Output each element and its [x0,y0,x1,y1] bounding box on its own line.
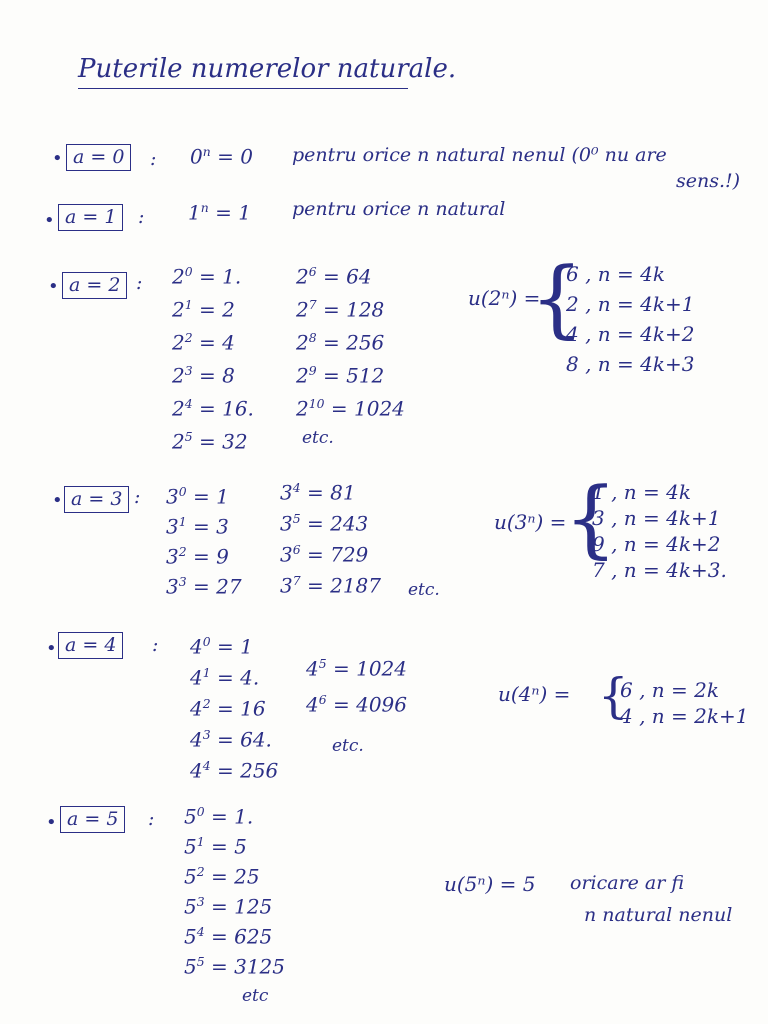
bullet-dot: • [52,490,63,511]
power-line: $4^0 = 1$ [190,634,253,659]
bullet-dot: • [44,210,55,231]
power-line: $5^3 = 125$ [184,894,273,919]
brace: { [564,469,618,567]
power-line: $2^4 = 16$. [172,396,254,421]
power-line: $3^6 = 729$ [280,542,369,567]
note-a1: pentru orice n natural [292,198,506,220]
units-case: 6 , n = 4k [566,262,665,286]
power-line: $2^0 = 1$. [172,264,242,289]
colon: : [152,634,159,656]
case-box-a0: a = 0 [66,144,131,171]
power-line: $3^7 = 2187$ [280,573,381,598]
etc-a5: etc [242,986,269,1006]
power-line: $3^5 = 243$ [280,511,369,536]
power-line: $2^2 = 4$ [172,330,235,355]
power-line: $2^1 = 2$ [172,297,235,322]
power-line: $4^2 = 16$ [190,696,266,721]
power-line: $5^0 = 1$. [184,804,254,829]
power-line: $2^3 = 8$ [172,363,235,388]
bullet-dot: • [48,276,59,297]
power-line: $5^4 = 625$ [184,924,273,949]
power-line: $2^9 = 512$ [296,363,385,388]
units-case: 4 , n = 4k+2 [566,322,695,346]
units-case: 7 , n = 4k+3. [592,558,727,582]
power-line: $5^1 = 5$ [184,834,247,859]
case-box-a2: a = 2 [62,272,127,299]
power-line: $3^4 = 81$ [280,480,356,505]
units-case: 4 , n = 2k+1 [620,704,749,728]
units-case: 1 , n = 4k [592,480,691,504]
etc-a3: etc. [408,580,440,600]
bullet-dot: • [52,148,63,169]
etc-a4: etc. [332,736,364,756]
case-box-a5: a = 5 [60,806,125,833]
power-line: $4^6 = 4096$ [306,692,407,717]
power-line: $5^2 = 25$ [184,864,260,889]
note-a0-line2: sens.!) [676,170,741,192]
units-case: 3 , n = 4k+1 [592,506,721,530]
units-case: 8 , n = 4k+3 [566,352,695,376]
units-label-a2: u(2ⁿ) = [468,286,541,310]
brace: { [598,668,629,724]
bullet-dot: • [46,638,57,659]
power-line: $2^5 = 32$ [172,429,248,454]
units-label-a5: u(5ⁿ) = 5 [444,872,536,896]
units-label-a4: u(4ⁿ) = [498,682,571,706]
bullet-dot: • [46,812,57,833]
power-line: $5^5 = 3125$ [184,954,285,979]
units-case: 9 , n = 4k+2 [592,532,721,556]
power-a0: 0$^n$ = 0 [190,144,253,169]
power-line: $2^8 = 256$ [296,330,385,355]
power-line: $3^2 = 9$ [166,544,229,569]
brace: { [530,249,584,347]
case-box-a1: a = 1 [58,204,123,231]
power-line: $2^6 = 64$ [296,264,372,289]
power-line: $3^3 = 27$ [166,574,242,599]
power-line: $4^3 = 64$. [190,727,272,752]
power-line: $4^4 = 256$ [190,758,279,783]
note-a0-line1: pentru orice n natural nenul (0⁰ nu are [292,144,667,166]
power-line: $3^1 = 3$ [166,514,229,539]
case-box-a4: a = 4 [58,632,123,659]
power-line: $4^5 = 1024$ [306,656,407,681]
power-line: $4^1 = 4$. [190,665,260,690]
units-case: 2 , n = 4k+1 [566,292,695,316]
colon: : [150,148,157,170]
colon: : [136,272,143,294]
etc-a2: etc. [302,428,334,448]
power-a1: 1$^n$ = 1 [188,200,251,225]
colon: : [134,486,141,508]
note-a5-line2: n natural nenul [584,904,733,926]
power-line: $2^{10} = 1024$ [296,396,405,421]
case-box-a3: a = 3 [64,486,129,513]
power-line: $2^7 = 128$ [296,297,385,322]
power-line: $3^0 = 1$ [166,484,229,509]
units-case: 6 , n = 2k [620,678,719,702]
colon: : [138,206,145,228]
page-title: Puterile numerelor naturale. [78,56,408,89]
note-a5-line1: oricare ar fi [570,872,685,894]
colon: : [148,808,155,830]
units-label-a3: u(3ⁿ) = [494,510,567,534]
